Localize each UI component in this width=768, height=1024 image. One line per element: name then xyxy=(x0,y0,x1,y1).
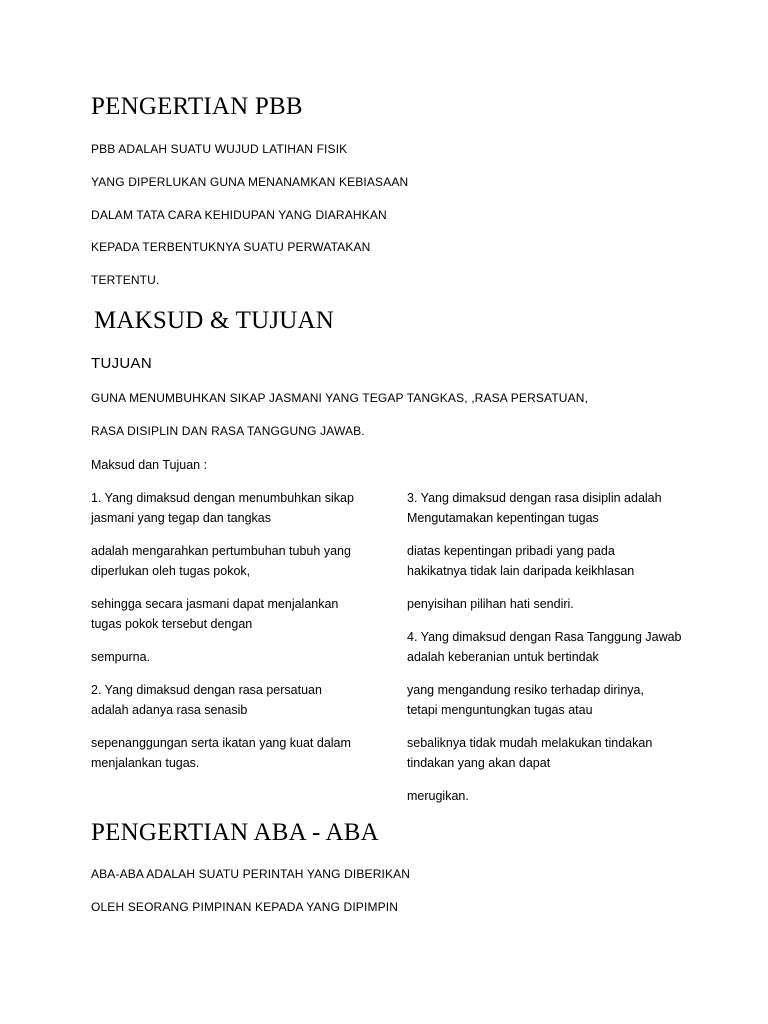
left-para-2: adalah mengarahkan pertumbuhan tubuh yang diperlukan oleh tugas pokok, xyxy=(91,544,351,578)
left-para-3: sehingga secara jasmani dapat menjalankan tugas pokok tersebut dengan xyxy=(91,597,339,631)
pbb-line-1: PBB ADALAH SUATU WUJUD LATIHAN FISIK xyxy=(91,142,348,156)
aba-line-2: OLEH SEORANG PIMPINAN KEPADA YANG DIPIMPIN xyxy=(91,900,399,914)
right-para-7: merugikan. xyxy=(407,789,469,803)
left-para-5: 2. Yang dimaksud dengan rasa persatuan adalah adanya rasa senasib xyxy=(91,683,322,717)
pbb-line-5: TERTENTU. xyxy=(91,273,160,287)
pbb-line-4: KEPADA TERBENTUKNYA SUATU PERWATAKAN xyxy=(91,240,371,254)
left-para-1: 1. Yang dimaksud dengan menumbuhkan sikap jasmani yang tegap dan tangkas xyxy=(91,491,354,525)
right-para-1: 3. Yang dimaksud dengan rasa disiplin adalah Mengutamakan kepentingan tugas xyxy=(407,491,662,525)
maksud-intro: Maksud dan Tujuan : xyxy=(91,458,208,472)
section-title-maksud-tujuan: MAKSUD & TUJUAN xyxy=(94,307,335,334)
pbb-line-3: DALAM TATA CARA KEHIDUPAN YANG DIARAHKAN xyxy=(91,208,387,222)
subtitle-tujuan: TUJUAN xyxy=(91,355,152,372)
section-title-pengertian-pbb: PENGERTIAN PBB xyxy=(91,93,303,120)
section-title-pengertian-aba-aba: PENGERTIAN ABA - ABA xyxy=(91,819,379,846)
left-para-4: sempurna. xyxy=(91,650,151,664)
right-para-4: 4. Yang dimaksud dengan Rasa Tanggung Jawab adalah keberanian untuk bertindak xyxy=(407,630,682,664)
right-para-2: diatas kepentingan pribadi yang pada hakikatnya tidak lain daripada keikhlasan xyxy=(407,544,635,578)
tujuan-line-2: RASA DISIPLIN DAN RASA TANGGUNG JAWAB. xyxy=(91,424,365,438)
right-para-3: penyisihan pilihan hati sendiri. xyxy=(407,597,574,611)
right-para-5: yang mengandung resiko terhadap dirinya, tetapi menguntungkan tugas atau xyxy=(407,683,644,717)
aba-line-1: ABA-ABA ADALAH SUATU PERINTAH YANG DIBERIKAN xyxy=(91,867,411,881)
tujuan-line-1: GUNA MENUMBUHKAN SIKAP JASMANI YANG TEGAP TANGKAS, ,RASA PERSATUAN, xyxy=(91,391,589,405)
pbb-line-2: YANG DIPERLUKAN GUNA MENANAMKAN KEBIASAAN xyxy=(91,175,409,189)
left-para-6: sepenanggungan serta ikatan yang kuat dalam menjalankan tugas. xyxy=(91,736,351,770)
right-para-6: sebaliknya tidak mudah melakukan tindakan tindakan yang akan dapat xyxy=(407,736,653,770)
